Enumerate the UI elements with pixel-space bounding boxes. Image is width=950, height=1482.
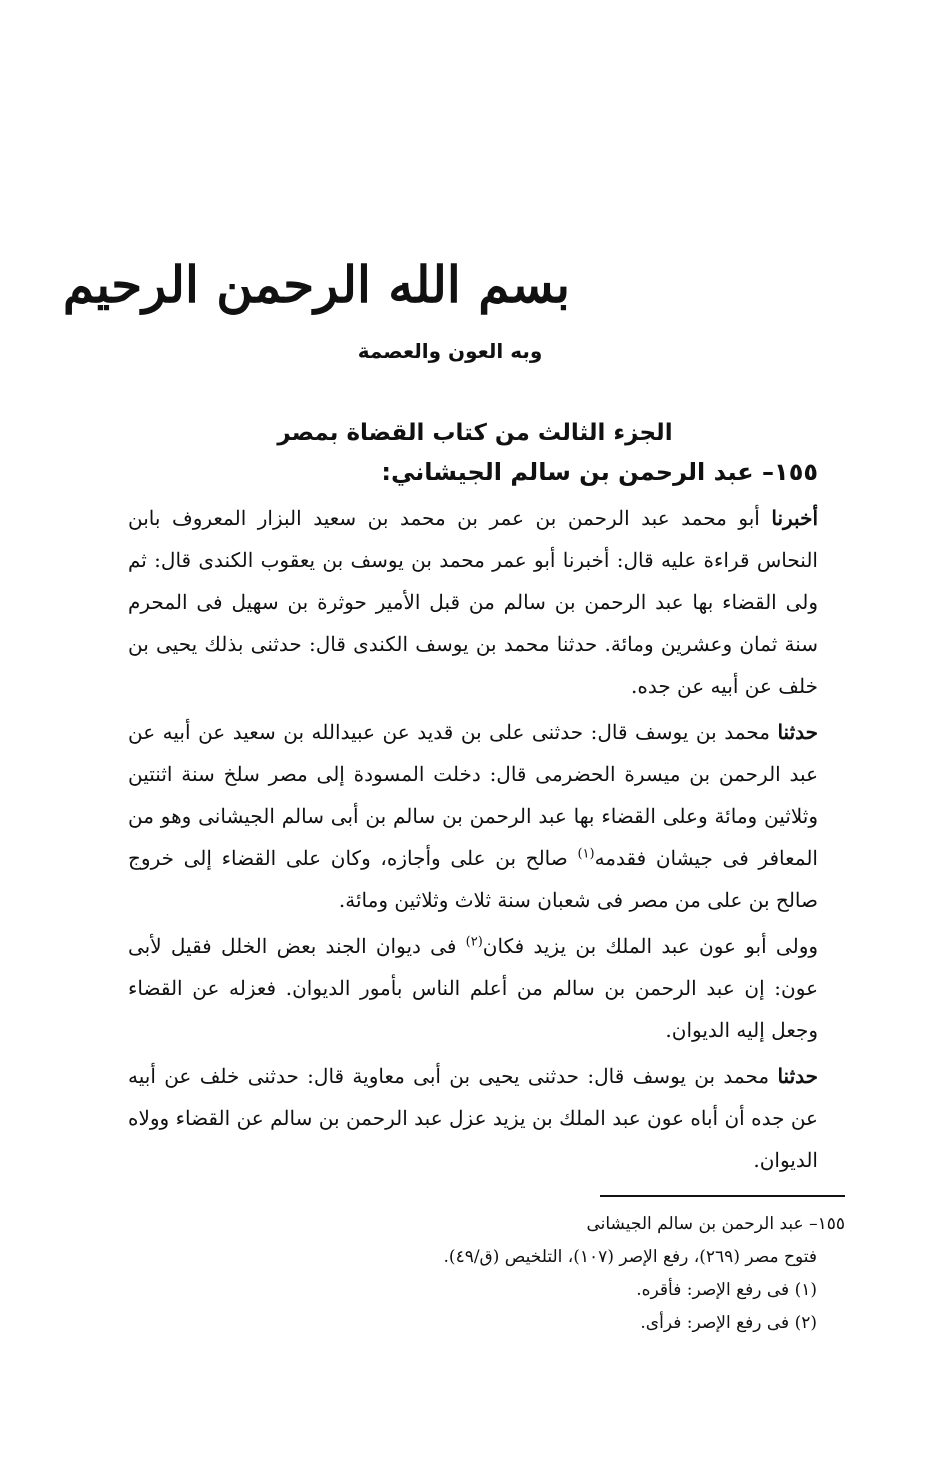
paragraph-text: محمد بن يوسف قال: حدثنى يحيى بن أبى معاوية قال: حدثنى خلف عن أبيه عن جده أن أباه عون عبد الملك بن يزيد عزل عبد الرحمن بن سالم عن القضاء وولاه الديوان. (128, 1064, 818, 1172)
paragraph-2 (128, 711, 818, 921)
footnote-2: (٢) فى رفع الإصر: فرأى. (640, 1313, 817, 1333)
footnote-marker: (٢) (465, 934, 483, 950)
footnote-1: (١) فى رفع الإصر: فأقره. (636, 1280, 817, 1300)
basmala-calligraphy (62, 225, 570, 395)
part-title: الجزء الثالث من كتاب القضاة بمصر (277, 420, 673, 446)
entry-heading: ١٥٥– عبد الرحمن بن سالم الجيشاني: (381, 458, 818, 486)
paragraph-lead: حدثنا (777, 720, 818, 744)
paragraph-text: وولى أبو عون عبد الملك بن يزيد فكان (482, 934, 819, 958)
basmala-text: بسم الله الرحمن الرحيم (62, 255, 570, 314)
paragraph-lead: حدثنا (777, 1064, 818, 1088)
footnote-entry-title: ١٥٥– عبد الرحمن بن سالم الجيشانى (586, 1214, 845, 1234)
footnote-marker: (١) (577, 846, 595, 862)
invocation-text: وبه العون والعصمة (357, 339, 543, 363)
paragraph-text: أبو محمد عبد الرحمن بن عمر بن محمد بن سعيد البزار المعروف بابن النحاس قراءة عليه قال: أخبرنا أبو عمر محمد بن يوسف بن يعقوب الكندى قال: ثم ولى القضاء بها عبد الرحمن بن سالم من قبل الأمير حوثرة بن سهيل فى المحرم سنة ثمان وعشرين ومائة. حدثنا محمد بن يوسف الكندى قال: حدثنى بذلك يحيى بن خلف عن أبيه عن جده. (128, 506, 818, 698)
paragraph-3 (128, 925, 818, 1051)
paragraph-text: محمد بن يوسف قال: حدثنى على بن قديد عن عبيدالله بن سعيد عن أبيه عن عبد الرحمن بن ميسرة الحضرمى قال: دخلت المسودة إلى مصر سلخ سنة اثنتين وثلاثين ومائة وعلى القضاء بها عبد الرحمن بن سالم بن أبى سالم الجيشانى وهو من المعافر فى جيشان فقدمه (128, 720, 818, 870)
paragraph-lead: أخبرنا (771, 506, 818, 530)
paragraph-text: فى ديوان الجند بعض الخلل فقيل لأبى عون: إن عبد الرحمن بن سالم من أعلم الناس بأمور الديوان. فعزله عن القضاء وجعل إليه الديوان. (128, 934, 818, 1042)
entry-body (128, 497, 818, 1185)
paragraph-4 (128, 1055, 818, 1181)
paragraph-text: صالح بن على وأجازه، وكان على القضاء إلى خروج صالح بن على من مصر فى شعبان سنة ثلاث وثلاثين ومائة. (128, 846, 818, 912)
footnotes (125, 1208, 845, 1340)
paragraph-1 (128, 497, 818, 707)
footnote-separator (600, 1195, 845, 1197)
footnote-sources: فتوح مصر (٢٦٩)، رفع الإصر (١٠٧)، التلخيص (ق/٤٩). (443, 1247, 817, 1267)
